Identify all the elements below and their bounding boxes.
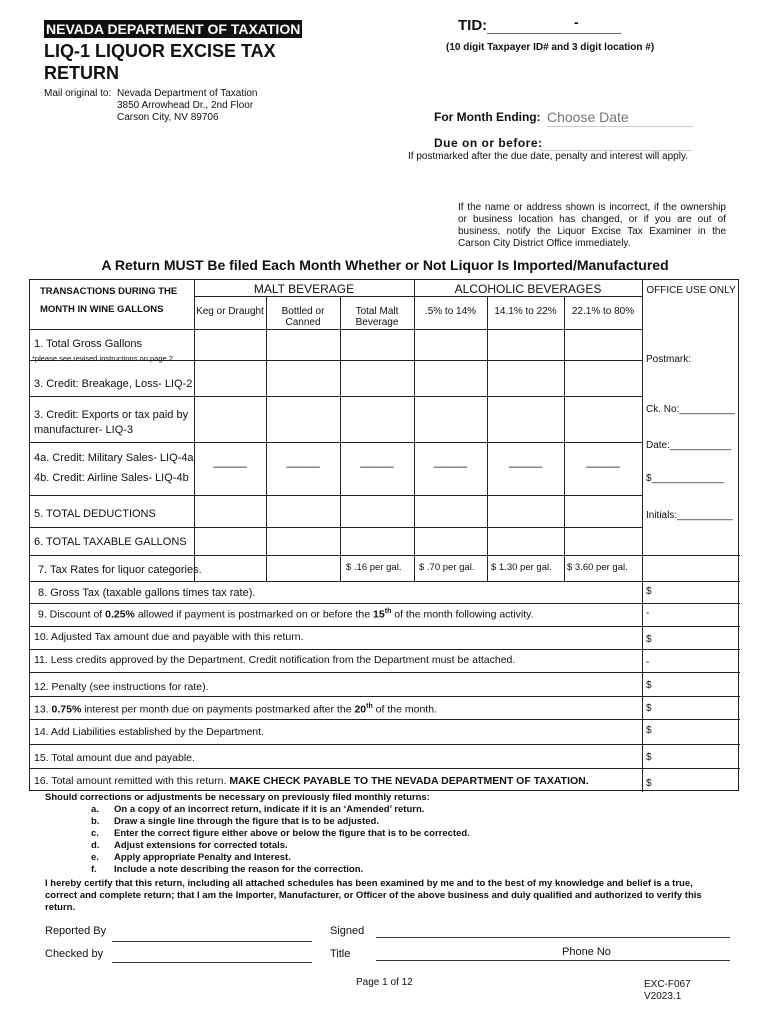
row-15-amount[interactable]: $ (646, 752, 652, 763)
penalty-note: If postmarked after the due date, penalty and interest will apply. (408, 151, 688, 162)
correction-item-c: Enter the correct figure either above or below the figure that is to be corrected. (114, 828, 470, 839)
row-3-label-b: manufacturer- LIQ-3 (34, 424, 134, 436)
office-use-header: OFFICE USE ONLY (646, 285, 736, 296)
transactions-header-1: TRANSACTIONS DURING THE (40, 286, 178, 297)
address-line-1: Nevada Department of Taxation (117, 88, 258, 99)
check-number-field[interactable]: Ck. No:__________ (646, 404, 735, 415)
transactions-header-2: MONTH IN WINE GALLONS (40, 304, 164, 315)
row-8-amount[interactable]: $ (646, 586, 652, 597)
correction-letter-b: b. (91, 816, 100, 827)
address-line-2: 3850 Arrowhead Dr., 2nd Floor (117, 100, 254, 111)
row-12-label: 12. Penalty (see instructions for rate). (34, 681, 209, 693)
row-16-amount[interactable]: $ (646, 778, 652, 789)
row-15-label: 15. Total amount due and payable. (34, 752, 195, 764)
title-field[interactable] (376, 960, 730, 961)
correction-item-d: Adjust extensions for corrected totals. (114, 840, 288, 851)
col-bottled-canned: Bottled or Canned (281, 306, 325, 328)
row-2-label: 3. Credit: Breakage, Loss- LIQ-2 (34, 378, 193, 390)
row-10-amount[interactable]: $ (646, 634, 652, 645)
row-1-note: *please see revised instructions on page 2 (32, 354, 173, 363)
row-16-label: 16. Total amount remitted with this return. MAKE CHECK PAYABLE TO THE NEVADA DEPARTMENT OF TAXATION. (34, 775, 589, 787)
row-3-label-a: 3. Credit: Exports or tax paid by (34, 409, 189, 421)
page-number: Page 1 of 12 (356, 977, 413, 988)
month-ending-label: For Month Ending: (434, 110, 541, 124)
row-8-label: 8. Gross Tax (taxable gallons times tax rate). (38, 587, 256, 599)
correction-letter-f: f. (91, 864, 97, 875)
office-amount-field[interactable]: $_____________ (646, 473, 724, 484)
correction-item-a: On a copy of an incorrect return, indicate if it is an ‘Amended’ return. (114, 804, 425, 815)
col-22-to-80: 22.1% to 80% (571, 306, 635, 317)
mail-label: Mail original to: (44, 88, 112, 99)
row-4-high-blank[interactable]: _____ (586, 454, 620, 468)
row-5-label: 5. TOTAL DEDUCTIONS (34, 508, 156, 520)
signed-label: Signed (330, 925, 365, 937)
correction-letter-a: a. (91, 804, 99, 815)
row-11-label: 11. Less credits approved by the Department. Credit notification from the Department must be attached. (34, 654, 516, 666)
rate-low: $ .70 per gal. (419, 562, 475, 573)
correction-letter-c: c. (91, 828, 99, 839)
row-4-malt-blank[interactable]: _____ (360, 454, 394, 468)
col-5-to-14: .5% to 14% (424, 306, 477, 317)
form-version: V2023.1 (644, 991, 682, 1002)
alcoholic-beverages-group: ALCOHOLIC BEVERAGES (454, 282, 602, 296)
col-keg-draught: Keg or Draught (196, 306, 264, 317)
tid-field[interactable] (487, 33, 621, 34)
corrections-intro: Should corrections or adjustments be necessary on previously filed monthly returns: (45, 792, 430, 803)
malt-beverage-group: MALT BEVERAGE (253, 282, 355, 296)
agency-name: NEVADA DEPARTMENT OF TAXATION (46, 21, 301, 37)
tid-hint: (10 digit Taxpayer ID# and 3 digit location #) (446, 42, 655, 53)
row-14-amount[interactable]: $ (646, 725, 652, 736)
tax-table (29, 279, 739, 791)
must-file-heading: A Return MUST Be filed Each Month Whether or Not Liquor Is Imported/Manufactured (101, 257, 669, 273)
reported-by-label: Reported By (45, 925, 107, 937)
row-1-label: 1. Total Gross Gallons (34, 338, 143, 350)
correction-item-f: Include a note describing the reason for the correction. (114, 864, 364, 875)
row-4a-label: 4a. Credit: Military Sales- LIQ-4a (34, 452, 194, 464)
row-14-label: 14. Add Liabilities established by the Department. (34, 726, 264, 738)
rate-mid: $ 1.30 per gal. (491, 562, 552, 573)
row-10-label: 10. Adjusted Tax amount due and payable with this return. (34, 631, 304, 643)
row-13-label: 13. 0.75% interest per month due on payments postmarked after the 20th of the month. (34, 703, 437, 716)
row-9-label: 9. Discount of 0.25% allowed if payment is postmarked on or before the 15th of the month following activity. (38, 608, 534, 621)
row-4b-label: 4b. Credit: Airline Sales- LIQ-4b (34, 472, 189, 484)
signed-field[interactable] (376, 937, 730, 938)
row-4-bottled-blank[interactable]: _____ (286, 454, 320, 468)
certification-statement: I hereby certify that this return, including all attached schedules has been examined by me and to the best of my knowledge and belief is a true, correct and complete return; that I am the Importer, Manufacturer, or Officer of the above business and duly qualified and authorized to verify this return. (45, 878, 702, 913)
row-13-amount[interactable]: $ (646, 703, 652, 714)
tid-dash: - (574, 14, 579, 30)
address-change-notice: If the name or address shown is incorrect, if the ownership or business location has changed, or if you are out of business, notify the Liquor Excise Tax Examiner in the Carson City District Office immediately. (458, 202, 726, 249)
tid-label: TID: (458, 17, 488, 34)
phone-label: Phone No (562, 946, 611, 958)
correction-letter-e: e. (91, 852, 99, 863)
form-title-line1: LIQ-1 LIQUOR EXCISE TAX (44, 41, 276, 61)
rate-malt: $ .16 per gal. (346, 562, 402, 573)
initials-field[interactable]: Initials:__________ (646, 510, 733, 521)
row-12-amount[interactable]: $ (646, 680, 652, 691)
reported-by-field[interactable] (112, 941, 312, 942)
row-9-amount[interactable]: - (646, 608, 650, 619)
correction-item-b: Draw a single line through the figure that is to be adjusted. (114, 816, 379, 827)
correction-letter-d: d. (91, 840, 100, 851)
form-code: EXC-F067 (644, 979, 691, 990)
row-7-label: 7. Tax Rates for liquor categories. (38, 564, 202, 576)
checked-by-label: Checked by (45, 948, 104, 960)
title-label: Title (330, 948, 351, 960)
address-line-3: Carson City, NV 89706 (117, 112, 219, 123)
form-title-line2: RETURN (44, 63, 119, 83)
office-date-field[interactable]: Date:___________ (646, 440, 732, 451)
correction-item-e: Apply appropriate Penalty and Interest. (114, 852, 291, 863)
month-ending-date-field[interactable] (547, 107, 693, 127)
row-4-keg-blank[interactable]: _____ (213, 454, 247, 468)
col-total-malt: Total Malt Beverage (355, 306, 399, 328)
row-6-label: 6. TOTAL TAXABLE GALLONS (34, 536, 187, 548)
postmark-label: Postmark: (646, 354, 692, 365)
due-date-label: Due on or before: (434, 136, 543, 150)
checked-by-field[interactable] (112, 962, 312, 963)
col-14-to-22: 14.1% to 22% (494, 306, 557, 317)
row-11-amount[interactable]: - (646, 657, 650, 668)
row-4-low-blank[interactable]: _____ (433, 454, 468, 468)
row-4-mid-blank[interactable]: _____ (508, 454, 543, 468)
rate-high: $ 3.60 per gal. (567, 562, 628, 573)
